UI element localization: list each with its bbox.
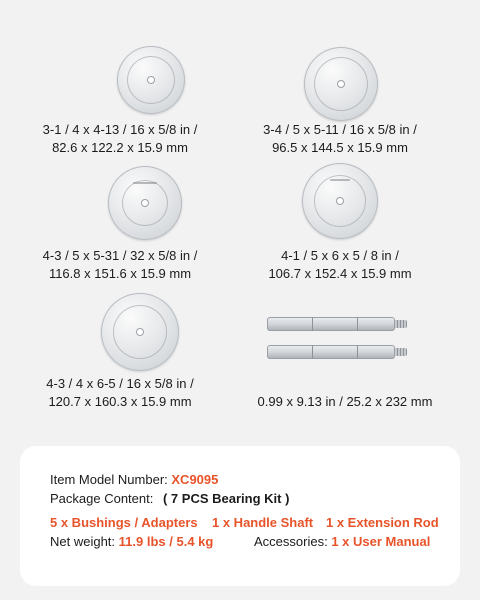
product-2-dims-mm: 96.5 x 144.5 x 15.9 mm [272, 140, 408, 155]
model-number-value: XC9095 [171, 472, 219, 487]
model-number-row [50, 472, 218, 488]
extension-rod-icon [267, 345, 395, 359]
content-item-bushings: 5 x Bushings / Adapters [50, 515, 198, 530]
product-1-caption [10, 121, 230, 157]
product-1-dims-in: 3-1 / 4 x 4-13 / 16 x 5/8 in / [42, 122, 198, 137]
package-content-row [50, 491, 289, 507]
package-content-value: ( 7 PCS Bearing Kit ) [162, 491, 290, 506]
product-2-caption [225, 121, 455, 157]
product-4-caption [225, 247, 455, 283]
bushing-disc-1-icon [117, 46, 185, 114]
bushing-disc-3-icon [108, 166, 182, 240]
product-2-dims-in: 3-4 / 5 x 5-11 / 16 x 5/8 in / [263, 122, 417, 137]
bushing-disc-4-icon [302, 163, 378, 239]
product-5-dims-mm: 120.7 x 160.3 x 15.9 mm [48, 394, 192, 409]
bushing-disc-5-icon [101, 293, 179, 371]
rod-caption: 0.99 x 9.13 in / 25.2 x 232 mm [257, 394, 433, 409]
net-weight-label: Net weight: [50, 534, 116, 549]
info-panel [20, 446, 460, 586]
product-5-caption [10, 375, 230, 411]
product-4-dims-mm: 106.7 x 152.4 x 15.9 mm [268, 266, 412, 281]
bushing-disc-2-icon [304, 47, 378, 121]
weight-row [50, 534, 213, 550]
handle-shaft-icon [267, 317, 395, 331]
product-1-dims-mm: 82.6 x 122.2 x 15.9 mm [52, 140, 188, 155]
accessories-row [254, 534, 430, 550]
net-weight-value: 11.9 lbs / 5.4 kg [118, 534, 214, 549]
product-5-dims-in: 4-3 / 4 x 6-5 / 16 x 5/8 in / [46, 376, 194, 391]
accessories-label: Accessories: [254, 534, 328, 549]
package-content-label: Package Content: [50, 491, 154, 506]
product-3-dims-in: 4-3 / 5 x 5-31 / 32 x 5/8 in / [42, 248, 198, 263]
content-item-handle-shaft: 1 x Handle Shaft [212, 515, 314, 530]
model-number-label: Item Model Number: [50, 472, 168, 487]
product-3-caption [10, 247, 230, 283]
accessories-value: 1 x User Manual [331, 534, 431, 549]
product-3-dims-mm: 116.8 x 151.6 x 15.9 mm [48, 266, 192, 281]
content-item-extension-rod: 1 x Extension Rod [326, 515, 439, 530]
product-4-dims-in: 4-1 / 5 x 6 x 5 / 8 in / [281, 248, 399, 263]
